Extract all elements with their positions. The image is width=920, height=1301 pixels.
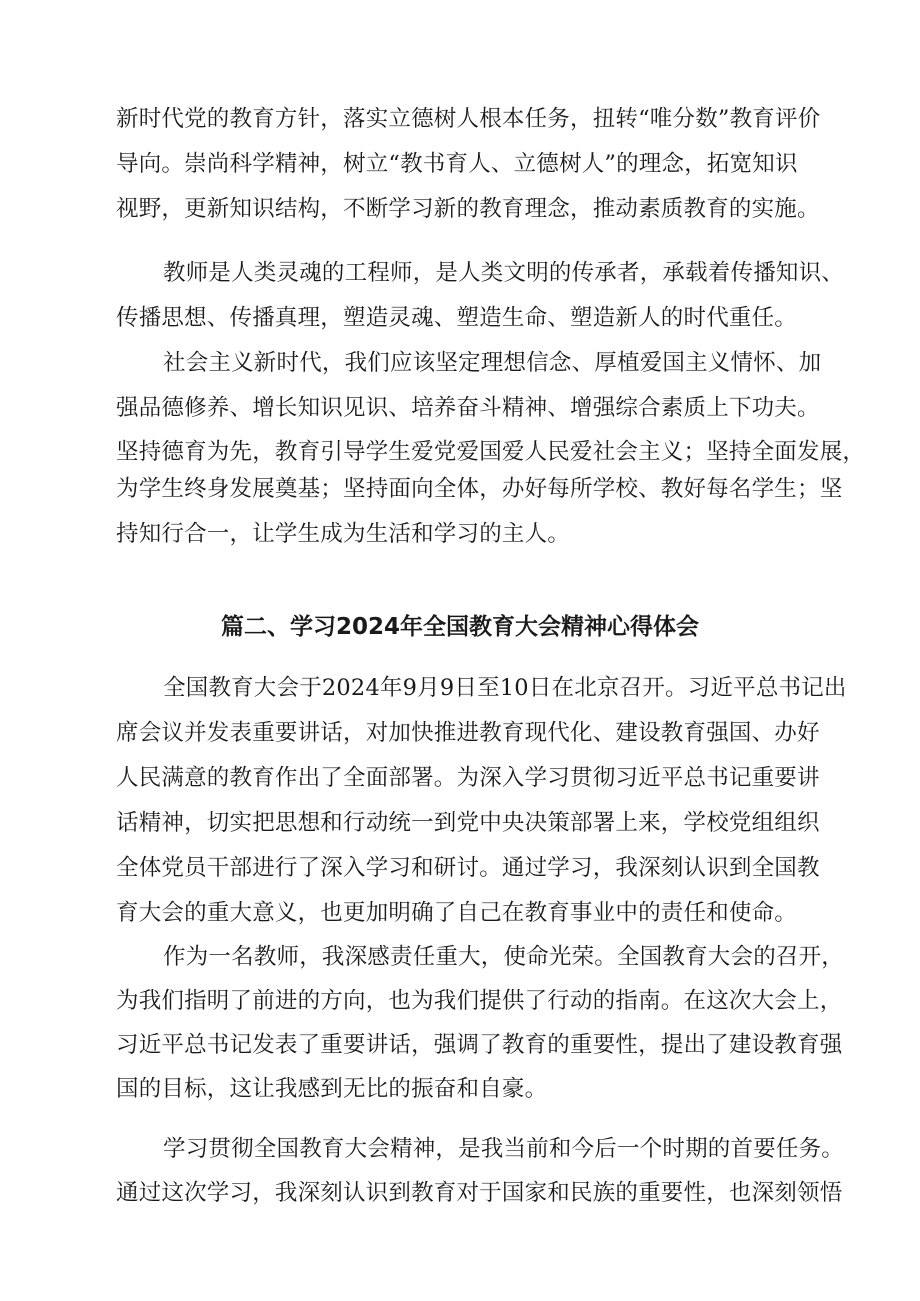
section-title: 篇二、学习2024年全国教育大会精神心得体会 xyxy=(220,614,699,640)
paragraph-line: 视野，更新知识结构，不断学习新的教育理念，推动素质教育的实施。 xyxy=(116,196,820,222)
paragraph-line: 强品德修养、增长知识见识、培养奋斗精神、增强综合素质上下功夫。 xyxy=(116,395,820,421)
paragraph-line: 学习贯彻全国教育大会精神，是我当前和今后一个时期的首要任务。 xyxy=(163,1136,845,1162)
paragraph-line: 为我们指明了前进的方向，也为我们提供了行动的指南。在这次大会上， xyxy=(116,988,843,1014)
paragraph-line: 传播思想、传播真理，塑造灵魂、塑造生命、塑造新人的时代重任。 xyxy=(116,305,798,331)
paragraph-line: 新时代党的教育方针，落实立德树人根本任务，扭转“唯分数”教育评价 xyxy=(116,106,821,132)
paragraph-line: 席会议并发表重要讲话，对加快推进教育现代化、建设教育强国、办好 xyxy=(116,720,820,746)
paragraph-line: 全体党员干部进行了深入学习和研讨。通过学习，我深刻认识到全国教 xyxy=(116,855,820,881)
paragraph-line: 作为一名教师，我深感责任重大，使命光荣。全国教育大会的召开， xyxy=(163,944,845,970)
paragraph-line: 育大会的重大意义，也更加明确了自己在教育事业中的责任和使命。 xyxy=(116,900,798,926)
paragraph-line: 人民满意的教育作出了全面部署。为深入学习贯彻习近平总书记重要讲 xyxy=(116,765,820,791)
paragraph-line: 习近平总书记发表了重要讲话，强调了教育的重要性，提出了建设教育强 xyxy=(116,1032,843,1058)
paragraph-line: 社会主义新时代，我们应该坚定理想信念、厚植爱国主义情怀、加 xyxy=(163,350,822,376)
paragraph-line: 为学生终身发展奠基；坚持面向全体，办好每所学校、教好每名学生；坚 xyxy=(116,476,843,502)
paragraph-line: 导向。崇尚科学精神，树立“教书育人、立德树人”的理念，拓宽知识 xyxy=(116,151,798,177)
paragraph-line: 国的目标，这让我感到无比的振奋和自豪。 xyxy=(116,1076,548,1102)
paragraph-line: 坚持德育为先，教育引导学生爱党爱国爱人民爱社会主义；坚持全面发展， xyxy=(116,439,866,465)
paragraph-line: 持知行合一，让学生成为生活和学习的主人。 xyxy=(116,521,571,547)
paragraph-line: 教师是人类灵魂的工程师，是人类文明的传承者，承载着传播知识、 xyxy=(163,260,845,286)
paragraph-line: 话精神，切实把思想和行动统一到党中央决策部署上来，学校党组组织 xyxy=(116,810,820,836)
paragraph-line: 通过这次学习，我深刻认识到教育对于国家和民族的重要性，也深刻领悟 xyxy=(116,1180,843,1206)
paragraph-line: 全国教育大会于2024年9月9日至10日在北京召开。习近平总书记出 xyxy=(163,675,847,701)
